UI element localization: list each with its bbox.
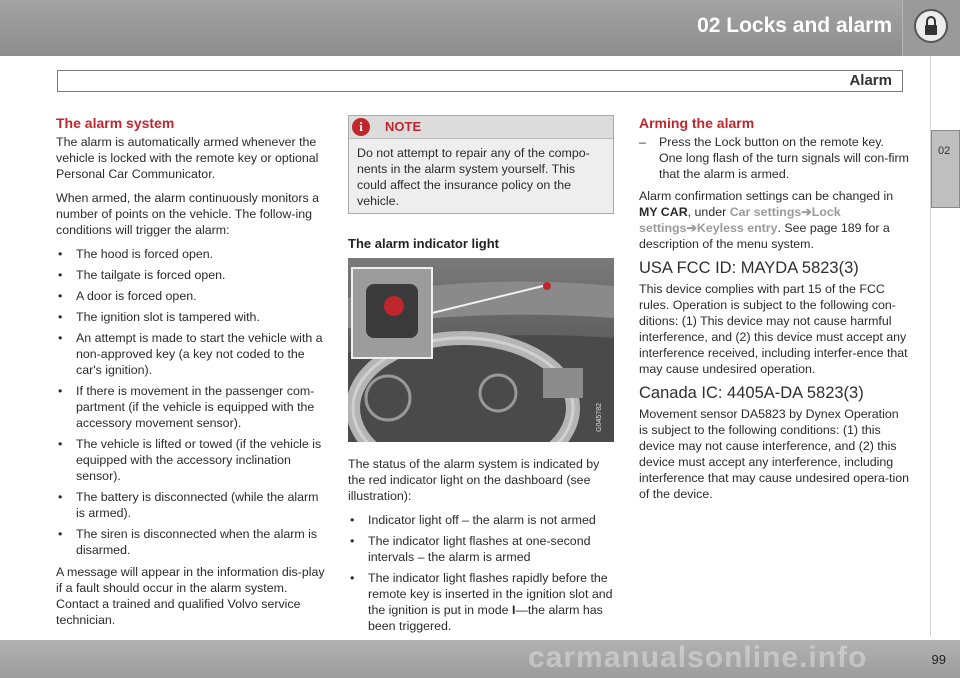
paragraph: A message will appear in the information dis-play if a fault should occur in the alarm system. Contact a trained and qualified Volvo service technician. (56, 565, 325, 627)
arrow-icon: ➔ (686, 221, 697, 235)
heading-alarm-system: The alarm system (56, 115, 175, 131)
list-item: • If there is movement in the passenger com-partment (if the vehicle is equipped with the accessory movement sensor). (58, 384, 315, 430)
image-code: G045782 (596, 403, 603, 432)
arrow-icon: ➔ (801, 205, 812, 219)
dashboard-illustration (348, 258, 614, 442)
list-item: • The hood is forced open. (58, 247, 214, 261)
watermark: carmanualsonline.info (528, 641, 868, 674)
list-item: • The siren is disconnected when the alarm is disarmed. (58, 527, 318, 557)
chapter-side-tab-label: 02 (938, 145, 951, 157)
chapter-icon-tab (902, 0, 960, 56)
note-text: Do not attempt to repair any of the compo-nents in the alarm system yourself. This could affect the insurance policy on the vehicle. (357, 146, 590, 208)
note-box (348, 115, 614, 214)
indicator-status-list (348, 512, 614, 634)
heading-canada-ic: Canada IC: 4405A-DA 5823(3) (639, 384, 864, 402)
column-arming (639, 115, 909, 510)
info-icon: i (352, 118, 370, 136)
chapter-title: 02 Locks and alarm (697, 14, 892, 37)
trigger-conditions-list (56, 246, 326, 558)
column-alarm-system (56, 115, 326, 636)
note-label: NOTE (385, 119, 422, 134)
page-number: 99 (931, 652, 946, 667)
dashboard-drawing (348, 258, 614, 442)
lock-icon (914, 9, 948, 43)
paragraph: This device complies with part 15 of the FCC rules. Operation is subject to the following con-ditions: (1) This device may not cause harmful interference, and (2) this device must accept any interference received, including interfer-ence that may cause undesired operation. (639, 282, 908, 376)
note-header (349, 116, 613, 139)
heading-arming-alarm: Arming the alarm (639, 115, 755, 131)
list-item: • The tailgate is forced open. (58, 268, 226, 282)
list-item: • The ignition slot is tampered with. (58, 310, 260, 324)
instruction-step: – Press the Lock button on the remote key. One long flash of the turn signals will con-firm that the alarm is armed. (639, 135, 909, 181)
paragraph: Alarm confirmation settings can be changed in MY CAR, under Car settings➔Lock settings➔Keyless entry. See page 189 for a description of the menu system. (639, 189, 894, 251)
list-item: • Indicator light off – the alarm is not armed (350, 513, 596, 527)
list-item: • The indicator light flashes at one-second intervals – the alarm is armed (350, 534, 591, 564)
list-item: • An attempt is made to start the vehicle with a non-approved key (a key not coded to the car's ignition). (58, 331, 323, 377)
list-item: • The indicator light flashes rapidly before the remote key is inserted in the ignition slot and the ignition is put in mode I—the alarm has been triggered. (350, 571, 613, 633)
list-item: • A door is forced open. (58, 289, 197, 303)
section-title: Alarm (849, 72, 892, 89)
paragraph: Movement sensor DA5823 by Dynex Operation is subject to the following conditions: (1) this device may not cause interference, and (2) this device must accept any interference, including interference that may cause undesired opera-tion of the device. (639, 407, 909, 501)
chapter-side-tab (931, 130, 960, 208)
paragraph: The alarm is automatically armed whenever the vehicle is locked with the remote key or optional Personal Car Communicator. (56, 135, 319, 181)
list-item: • The vehicle is lifted or towed (if the vehicle is equipped with the accessory inclination sensor). (58, 437, 322, 483)
paragraph: The status of the alarm system is indicated by the red indicator light on the dashboard (see illustration): (348, 457, 600, 503)
heading-indicator-light: The alarm indicator light (348, 236, 499, 251)
list-item: • The battery is disconnected (while the alarm is armed). (58, 490, 319, 520)
section-header (57, 70, 903, 92)
paragraph: When armed, the alarm continuously monitors a number of points on the vehicle. The follow-ing conditions will trigger the alarm: (56, 191, 320, 237)
column-indicator-light (348, 115, 614, 640)
chapter-header (0, 0, 960, 56)
heading-fcc-id: USA FCC ID: MAYDA 5823(3) (639, 259, 859, 277)
